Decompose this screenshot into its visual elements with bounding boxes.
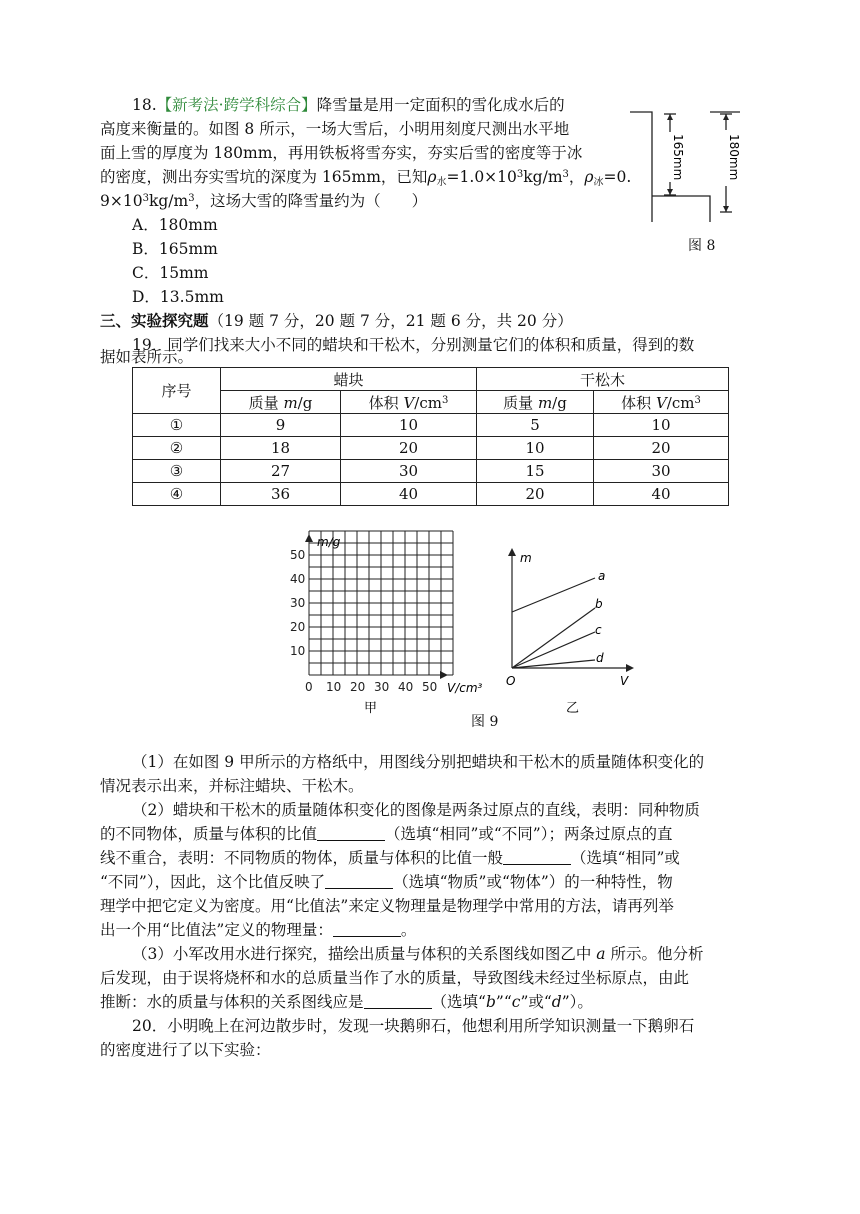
jia-y-tick: 50 — [290, 548, 306, 562]
q19-part1-line2: 情况表示出来，并标注蜡块、干松木。 — [100, 777, 364, 795]
yi-v-label: V — [620, 674, 629, 688]
header-wood-volume: 体积 $V/cm^3$ — [594, 391, 729, 414]
header-index: 序号 — [133, 368, 221, 414]
jia-x-tick: 20 — [350, 680, 366, 694]
section3-note: （19 题 7 分，20 题 7 分，21 题 6 分，共 20 分） — [208, 312, 573, 330]
q19-part3-line1: （3）小军改用水进行探究，描绘出质量与体积的关系图线如图乙中 a 所示。他分析 — [132, 945, 704, 963]
header-wood: 干松木 — [477, 368, 729, 391]
q18-line5: $9\times 10^3kg/m^3$，这场大雪的降雪量约为（ ） — [100, 192, 428, 210]
yi-origin-label: O — [506, 674, 516, 688]
q18-line4: 的密度，测出夯实雪坑的深度为 165mm，已知$\rho_水=1.0\times 10^3kg/m^3$，$\rho_冰=0$. — [100, 168, 632, 188]
line-d — [512, 660, 595, 668]
table-row: ② 18 20 10 20 — [133, 437, 729, 460]
q19-part2-line6: 出一个用“比值法”定义的物理量： 。 — [100, 921, 417, 939]
answer-blank[interactable] — [503, 849, 571, 865]
table-row: ③ 27 30 15 30 — [133, 460, 729, 483]
jia-y-tick: 40 — [290, 572, 306, 586]
answer-blank[interactable] — [325, 873, 393, 889]
answer-blank[interactable] — [317, 825, 385, 841]
yi-line-a-label: a — [598, 569, 606, 583]
q18-option-c: C．15mm — [132, 264, 209, 282]
yi-line-d-label: d — [596, 651, 604, 665]
figure-8-diagram — [630, 104, 750, 226]
jia-x-axis-label: V/cm³ — [447, 681, 483, 695]
label-165mm: 165mm — [671, 134, 685, 181]
yi-m-label: m — [520, 551, 532, 565]
q18-option-a: A．180mm — [132, 216, 218, 234]
header-wax: 蜡块 — [221, 368, 477, 391]
q19-part1-line1: （1）在如图 9 甲所示的方格纸中，用图线分别把蜡块和干松木的质量随体积变化的 — [132, 753, 705, 771]
answer-blank[interactable] — [333, 921, 401, 937]
table-row: ④ 36 40 20 40 — [133, 483, 729, 506]
label-180mm: 180mm — [727, 134, 741, 181]
table-row: ① 9 10 5 10 — [133, 414, 729, 437]
jia-x-tick: 10 — [326, 680, 342, 694]
jia-y-tick: 20 — [290, 620, 306, 634]
q18-line3: 面上雪的厚度为 180mm，再用铁板将雪夯实，夯实后雪的密度等于冰 — [100, 144, 583, 162]
yi-caption: 乙 — [566, 701, 580, 716]
yi-line-b-label: b — [595, 597, 603, 611]
jia-x-tick: 40 — [398, 680, 414, 694]
header-wood-mass: 质量 m/g — [477, 391, 594, 414]
q20-line2: 的密度进行了以下实验： — [100, 1041, 271, 1059]
q19-part3-line2: 后发现，由于误将烧杯和水的总质量当作了水的质量，导致图线未经过坐标原点，由此 — [100, 969, 690, 987]
jia-y-tick: 30 — [290, 596, 306, 610]
q19-part3-line3: 推断：水的质量与体积的关系图线应是 （选填“b”“c”或“d”）。 — [100, 993, 593, 1011]
q19-part2-line4: “不同”），因此，这个比值反映了 （选填“物质”或“物体”）的一种特性，物 — [100, 873, 673, 891]
figure-8-caption: 图 8 — [688, 238, 716, 254]
jia-x-tick: 30 — [374, 680, 390, 694]
header-wax-mass: 质量 m/g — [221, 391, 341, 414]
q18-number: 18. — [132, 96, 157, 114]
line-a — [512, 578, 595, 612]
figure-9-yi-graph — [500, 540, 650, 720]
answer-blank[interactable] — [364, 993, 432, 1009]
q19-part2-line3: 线不重合，表明：不同物质的物体，质量与体积的比值一般 （选填“相同”或 — [100, 849, 680, 867]
q18-option-b: B．165mm — [132, 240, 218, 258]
q19-part2-line1: （2）蜡块和干松木的质量随体积变化的图像是两条过原点的直线，表明：同种物质 — [132, 801, 700, 819]
q19-part2-line5: 理学中把它定义为密度。用“比值法”来定义物理量是物理学中常用的方法，请再列举 — [100, 897, 674, 915]
jia-y-tick: 10 — [290, 644, 306, 658]
q18-option-d: D．13.5mm — [132, 288, 224, 306]
q20-line1: 20．小明晚上在河边散步时，发现一块鹅卵石，他想利用所学知识测量一下鹅卵石 — [132, 1017, 695, 1035]
yi-line-c-label: c — [595, 623, 602, 637]
jia-x-tick: 0 — [305, 680, 313, 694]
jia-caption: 甲 — [364, 701, 378, 716]
header-wax-volume: 体积 $V/cm^3$ — [341, 391, 477, 414]
jia-y-axis-label: m/g — [317, 535, 341, 549]
q19-line2-text: 据如表所示。 — [100, 348, 194, 366]
q19-part2-line2: 的不同物体，质量与体积的比值 （选填“相同”或“不同”）；两条过原点的直 — [100, 825, 673, 843]
figure-9-jia-grid — [284, 528, 494, 718]
q18-text: 降雪量是用一定面积的雪化成水后的 — [316, 96, 565, 114]
q18-line2: 高度来衡量的。如图 8 所示，一场大雪后，小明用刻度尺测出水平地 — [100, 120, 570, 138]
jia-x-tick: 50 — [422, 680, 438, 694]
data-table — [132, 367, 729, 506]
q18-line1 — [132, 93, 565, 117]
q19-line1: 19．同学们找来大小不同的蜡块和干松木，分别测量它们的体积和质量，得到的数 — [132, 336, 695, 354]
section3-heading — [100, 309, 573, 333]
section3-title: 三、实验探究题 — [100, 311, 209, 330]
q18-tag: 【新考法·跨学科综合】 — [156, 96, 317, 114]
figure-9-caption: 图 9 — [471, 714, 499, 730]
